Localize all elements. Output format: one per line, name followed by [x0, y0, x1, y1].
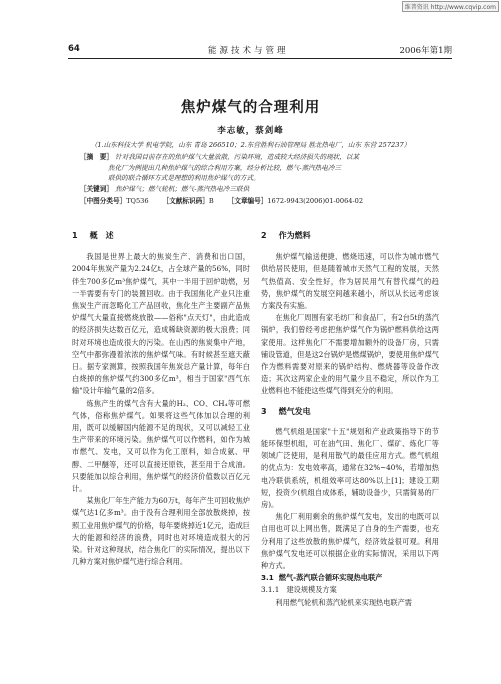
section-heading: 2 作为燃料 — [261, 231, 311, 240]
keywords-label: ［关键词］ — [80, 185, 113, 193]
paragraph: 在焦化厂周围有家毛纺厂和食品厂，有2台5t的蒸汽锅炉，我们曾经考虑把焦炉煤气作为锅炉燃料供给这两家使用。这样焦化厂不需要增加额外的设备厂房，只需铺设管道，但是这2台锅炉是燃煤锅炉，要使用焦炉煤气作为燃料需要对原来的锅炉结构、燃烧器等设备作改造；其次这两家企业的用气量少且不稳定，所以作为工业燃料也不能使这些煤气得到充分的利用。 — [261, 313, 439, 396]
article-title: 焦炉煤气的合理利用 — [180, 100, 321, 116]
clc-label: ［中图分类号］ — [80, 197, 127, 205]
classification-line — [80, 196, 445, 207]
abstract-line-1: 针对我国目前存在的焦炉煤气大量放散，污染环境，造成较大经济损失的现状，以某 — [115, 153, 360, 161]
paragraph: 燃气机组是国家"十五"规划和产业政策指导下的节能环保型机组，可在油气田、焦化厂、煤矿、炼化厂等领域广泛使用，是利用散气的最佳应用方式。燃气机组的优点为：发电效率高，通常在32%~40%，若增加热电冷联供系统，机组效率可达80%以上[1]；建设工期短，投资少(机组自成体系，辅助设备少，只需简易的厂房)。 — [261, 426, 439, 510]
abstract — [80, 152, 445, 184]
keywords — [80, 184, 445, 195]
running-header — [68, 44, 452, 59]
article-no-value: 1672-9943(2006)01-0064-02 — [267, 197, 364, 205]
watermark-stamp: 维普资讯 http://www.cqvip.com — [402, 1, 499, 12]
authors: 李志敏，蔡剑峰 — [217, 126, 284, 136]
issue-label: 2006年第1期 — [399, 46, 452, 56]
section-heading: 1 概 述 — [72, 231, 114, 240]
clc-value: TQ536 — [126, 197, 149, 205]
doc-code-value: B — [208, 197, 214, 205]
subsubsection-heading: 3.1.1 建设规模及方案 — [261, 585, 337, 595]
paragraph: 焦炉煤气输送便捷、燃烧迅速，可以作为城市燃气供给居民使用，但是随着城市天然气工程的发展，天然气热值高、安全性好，作为居民用气有替代煤气的趋势，焦炉煤气的发展空间越来越小，所以从长远考虑该方案没有实施。 — [261, 252, 439, 311]
paragraph: 焦化厂利用剩余的焦炉煤气发电，发出的电既可以自用也可以上网出售，既满足了自身的生产需要，也充分利用了这些放散的焦炉煤气，经济效益很可观。利用焦炉煤气发电还可以根据企业的实际情况，采用以下两种方式。 — [261, 512, 439, 571]
left-column — [72, 230, 250, 568]
paragraph: 炼焦产生的煤气含有大量的H₂、CO、CH₄等可燃气体，俗称焦炉煤气。如果将这些气体加以合理的利用，既可以缓解国内能源不足的现状，又可以减轻工业生产带来的环境污染。焦炉煤气可以作燃料，如作为城市燃气、发电，又可以作为化工原料，如合成氨、甲醇、二甲醚等，还可以直接还原铁，甚至用于合成油。只要能加以综合利用，焦炉煤气的经济价值数以百亿元计。 — [72, 398, 250, 494]
affiliation: （1.山东科技大学 机电学院，山东 青岛 266510；2.东营胜利石油管理局 胜北热电厂，山东 东营 257237） — [90, 141, 411, 149]
paragraph: 某焦化厂年生产能力为60万t，每年产生可回收焦炉煤气达1亿多m³。由于没有合理利用全部放散烧掉，按照工业用焦炉煤气的价格，每年要烧掉近1亿元，造成巨大的能源和经济的浪费，同时也对环境造成很大的污染。针对这种现状，结合焦化厂的实际情况，提出以下几种方案对焦炉煤气进行综合利用。 — [72, 496, 250, 567]
abstract-line-2: 焦化厂为例提出几种焦炉煤气的综合利用方案，经分析比较，燃气-蒸汽热电冷三 — [108, 163, 342, 172]
section-heading: 3 燃气发电 — [261, 406, 311, 416]
article-no-label: ［文章编号］ — [227, 197, 268, 205]
paragraph: 我国是世界上最大的焦炭生产、消费和出口国，2004年焦炭产量为2.24亿t，占全球产量的56%，同时伴生700多亿m³焦炉煤气，其中一半用于回炉助燃，另一半需要有专门的装置回收。由于我国焦化产业只注重焦炭生产而忽略化工产品回收，焦化生产主要副产品焦炉煤气大量直接燃烧放散——俗称"点天灯"，由此造成的经济损失达数百亿元，造成稀缺资源的极大浪费；同时对环境也造成很大的污染。在山西的焦炭集中产地，空气中都弥漫着浓浓的焦炉煤气味。有时候甚至遮天蔽日。据专家测算，按照我国年焦炭总产量计算，每年白白烧掉的焦炉煤气约300多亿m³，相当于国家"西气东输"设计年输气量的2倍多。 — [72, 252, 250, 396]
abstract-line-3: 联供的联合循环方式是理想的利用焦炉煤气的方式。 — [108, 174, 260, 182]
subsection-heading: 3.1 燃气-蒸汽联合循环实现热电联产 — [261, 573, 383, 583]
right-column — [261, 230, 439, 609]
journal-name: 能源技术与管理 — [208, 46, 289, 56]
doc-code-label: ［文献标识码］ — [162, 197, 209, 205]
page-number: 64 — [68, 44, 80, 54]
keywords-text: 焦炉煤气；燃气轮机；燃气-蒸汽热电冷三联供 — [115, 185, 250, 193]
paragraph: 利用燃气轮机和蒸汽轮机来实现热电联产需 — [275, 597, 412, 607]
abstract-label: ［摘 要］ — [80, 153, 113, 161]
